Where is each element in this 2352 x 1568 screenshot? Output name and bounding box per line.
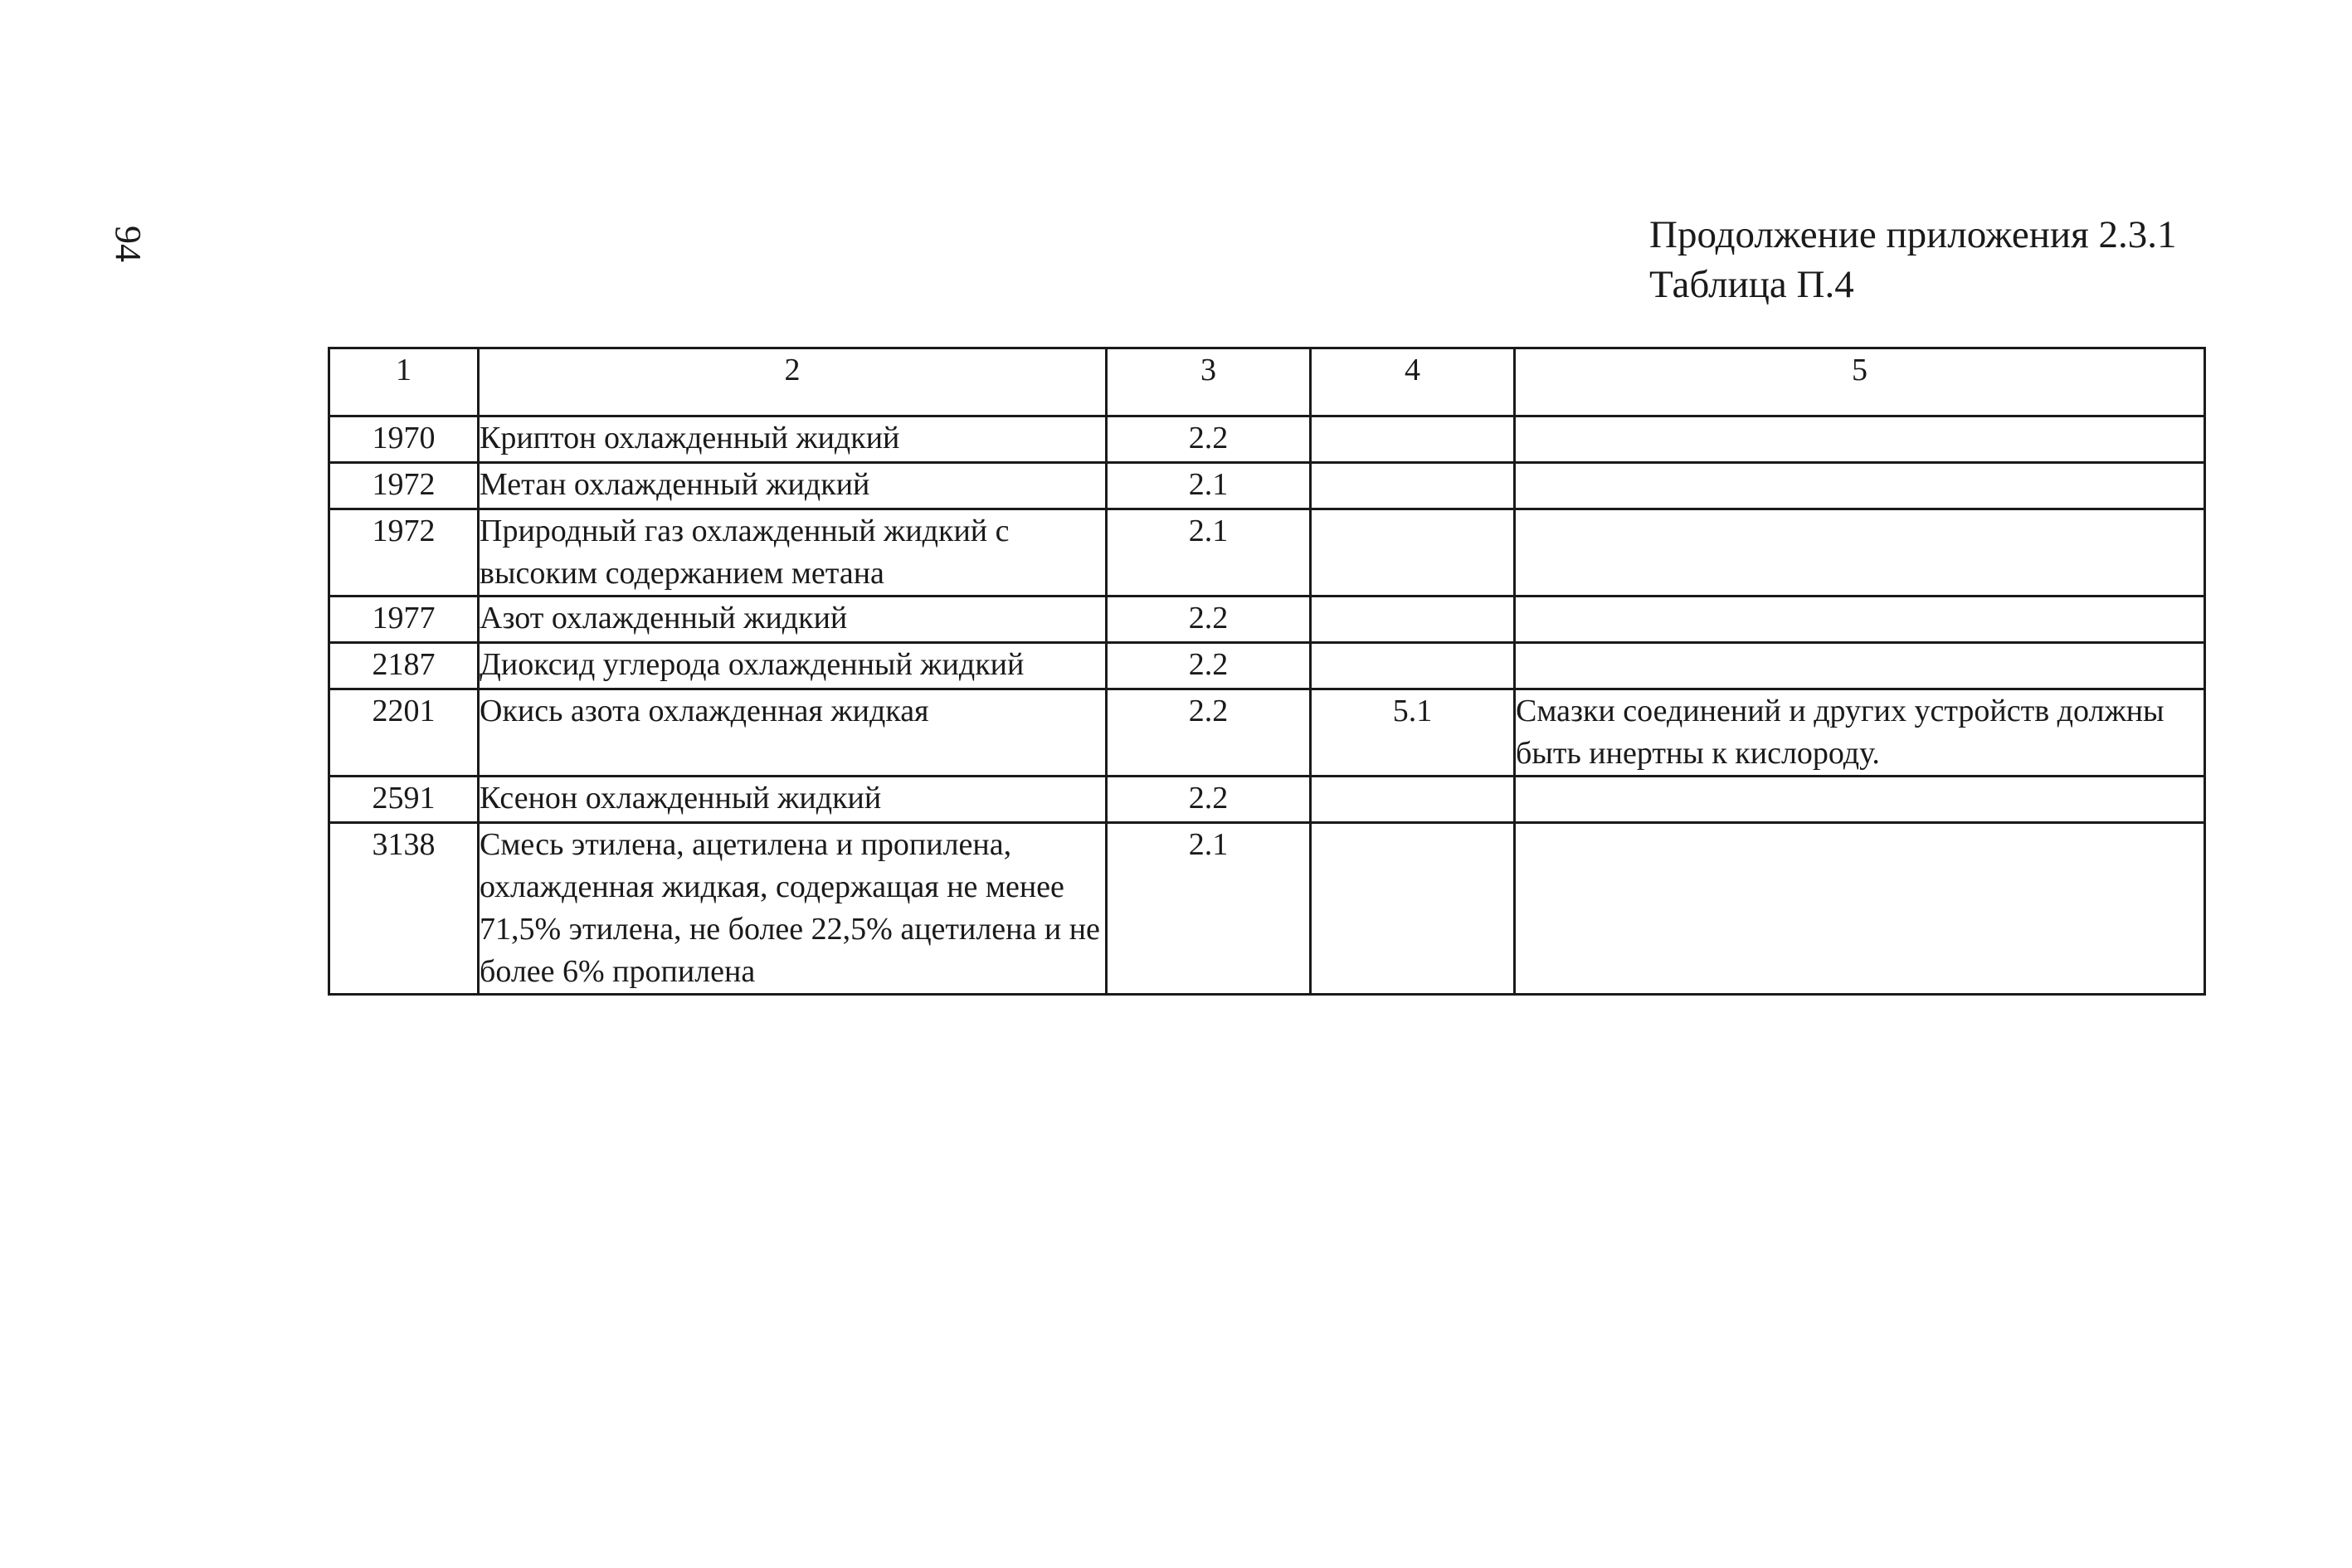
table-title: Таблица П.4	[1649, 263, 1854, 306]
column-header: 1	[329, 348, 479, 416]
table-row	[329, 643, 2205, 689]
table-row	[329, 463, 2205, 509]
subsidiary-risk-cell	[1311, 643, 1515, 689]
un-number-cell: 2201	[329, 689, 479, 777]
class-cell: 2.1	[1107, 509, 1311, 597]
table-row	[329, 823, 2205, 995]
subsidiary-risk-cell	[1311, 823, 1515, 995]
class-cell: 2.2	[1107, 689, 1311, 777]
un-number-cell: 3138	[329, 823, 479, 995]
substances-table	[328, 347, 2206, 996]
substance-name-cell: Азот охлажденный жидкий	[479, 597, 1107, 643]
un-number-cell: 1970	[329, 416, 479, 463]
substance-name-cell: Природный газ охлажденный жидкий с высоким содержанием метана	[479, 509, 1107, 597]
note-cell	[1515, 416, 2205, 463]
note-cell	[1515, 777, 2205, 823]
un-number-cell: 2591	[329, 777, 479, 823]
column-header: 2	[479, 348, 1107, 416]
substance-name-cell: Окись азота охлажденная жидкая	[479, 689, 1107, 777]
un-number-cell: 1972	[329, 509, 479, 597]
note-cell	[1515, 823, 2205, 995]
subsidiary-risk-cell	[1311, 416, 1515, 463]
class-cell: 2.2	[1107, 643, 1311, 689]
substance-name-cell: Метан охлажденный жидкий	[479, 463, 1107, 509]
subsidiary-risk-cell	[1311, 509, 1515, 597]
header-row	[329, 348, 2205, 416]
column-header: 3	[1107, 348, 1311, 416]
note-cell: Смазки соединений и других устройств должны быть инертны к кислороду.	[1515, 689, 2205, 777]
subsidiary-risk-cell: 5.1	[1311, 689, 1515, 777]
note-cell	[1515, 509, 2205, 597]
subsidiary-risk-cell	[1311, 463, 1515, 509]
class-cell: 2.1	[1107, 463, 1311, 509]
column-header: 4	[1311, 348, 1515, 416]
note-cell	[1515, 463, 2205, 509]
substance-name-cell: Смесь этилена, ацетилена и пропилена, охлажденная жидкая, содержащая не менее 71,5% этилена, не более 22,5% ацетилена и не более 6% пропилена	[479, 823, 1107, 995]
column-header: 5	[1515, 348, 2205, 416]
subsidiary-risk-cell	[1311, 597, 1515, 643]
class-cell: 2.2	[1107, 416, 1311, 463]
class-cell: 2.2	[1107, 597, 1311, 643]
table-row	[329, 509, 2205, 597]
un-number-cell: 1972	[329, 463, 479, 509]
heading	[1649, 210, 2176, 309]
appendix-continuation-title: Продолжение приложения 2.3.1	[1649, 213, 2177, 256]
note-cell	[1515, 597, 2205, 643]
substance-name-cell: Ксенон охлажденный жидкий	[479, 777, 1107, 823]
subsidiary-risk-cell	[1311, 777, 1515, 823]
note-cell	[1515, 643, 2205, 689]
table-row	[329, 777, 2205, 823]
substance-name-cell: Диоксид углерода охлажденный жидкий	[479, 643, 1107, 689]
page-number: 94	[108, 226, 149, 262]
class-cell: 2.2	[1107, 777, 1311, 823]
table-row	[329, 689, 2205, 777]
table-row	[329, 597, 2205, 643]
substance-name-cell: Криптон охлажденный жидкий	[479, 416, 1107, 463]
table-row	[329, 416, 2205, 463]
class-cell: 2.1	[1107, 823, 1311, 995]
un-number-cell: 1977	[329, 597, 479, 643]
un-number-cell: 2187	[329, 643, 479, 689]
